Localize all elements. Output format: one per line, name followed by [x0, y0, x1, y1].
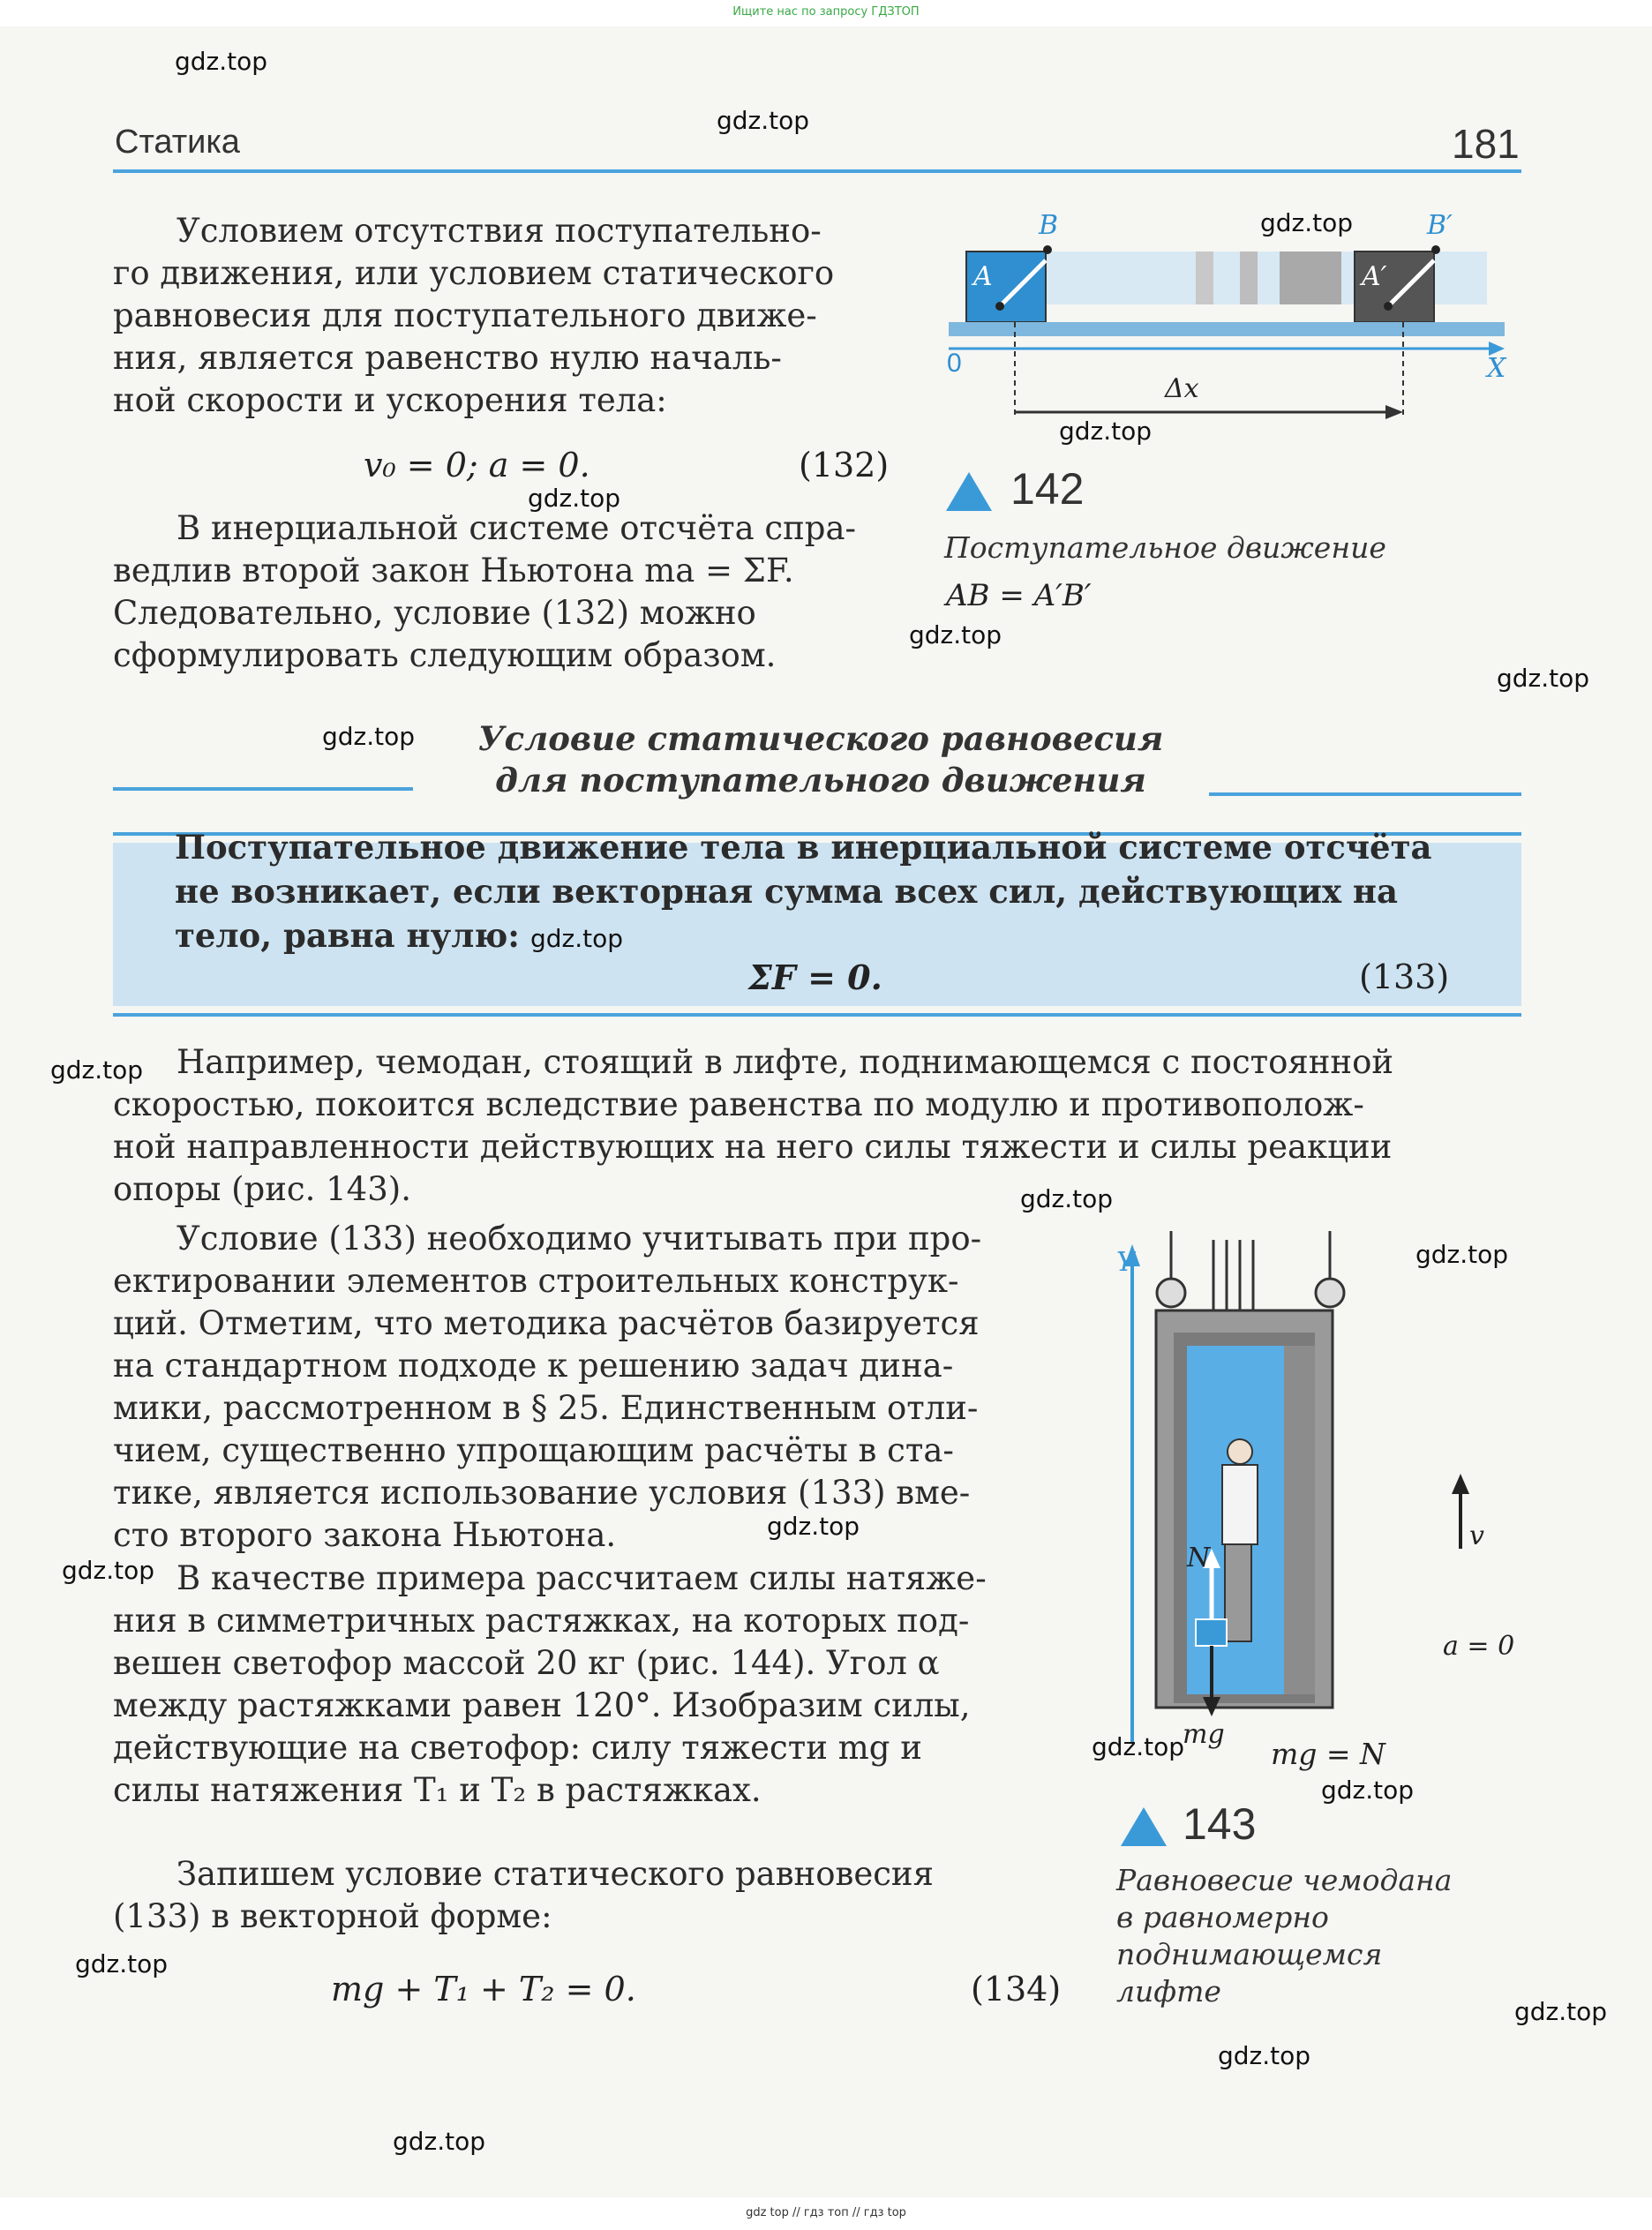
rule-text: [175, 825, 1507, 957]
paragraph-line: ния в симметричных растяжках, на которых под-: [113, 1602, 970, 1640]
vector-v-arrowhead: [1452, 1474, 1469, 1494]
intro-line: ния, является равенство нулю началь-: [113, 339, 782, 377]
rule-title-line2: для поступательного движения: [495, 761, 1146, 800]
watermark: gdz.top: [50, 1055, 144, 1085]
caption-line: поднимающемся: [1116, 1937, 1383, 1971]
intro-line: ной скорости и ускорения тела:: [113, 381, 667, 419]
watermark: gdz.top: [530, 924, 624, 953]
header-rule: [113, 169, 1521, 173]
label-a-prime: A′: [1362, 261, 1387, 292]
watermark: gdz.top: [175, 47, 268, 76]
watermark: gdz.top: [75, 1949, 169, 1978]
watermark: gdz.top: [1059, 417, 1153, 446]
label-dx: Δx: [1165, 373, 1199, 404]
paragraph-line: сто второго закона Ньютона.: [113, 1516, 617, 1554]
figure-142-caption: Поступательное движение: [944, 530, 1386, 565]
label-y-axis: Y: [1116, 1247, 1134, 1278]
bottom-banner: gdz top // гдз топ // гдз top: [746, 2206, 906, 2219]
traffic-light-paragraph: [113, 1558, 1075, 1812]
rule-left-line: [113, 787, 413, 791]
paragraph-line: мики, рассмотренном в § 25. Единственным отли-: [113, 1389, 979, 1427]
person-legs: [1225, 1544, 1251, 1641]
figure-142-number: 142: [1010, 464, 1085, 514]
pulley-left: [1157, 1279, 1185, 1307]
watermark: gdz.top: [717, 106, 810, 135]
watermark: gdz.top: [62, 1556, 155, 1585]
intro-line: го движения, или условием статического: [113, 254, 835, 292]
intro-paragraph: [113, 210, 898, 422]
label-n: N: [1187, 1543, 1211, 1573]
point-a-prime: [1384, 302, 1393, 311]
formula-132: v₀ = 0; a = 0.: [364, 446, 590, 484]
page-number: 181: [1452, 121, 1520, 167]
paragraph-line: на стандартном подходе к решению задач дина-: [113, 1347, 954, 1385]
watermark: gdz.top: [1092, 1732, 1185, 1761]
motion-ghost: [1280, 252, 1341, 304]
top-banner: Ищите нас по запросу ГДЗТОП: [732, 5, 920, 19]
suitcase-paragraph: [113, 1041, 1521, 1211]
watermark: gdz.top: [1514, 1997, 1608, 2026]
caption-line: в равномерно: [1116, 1900, 1329, 1934]
caption-line: лифте: [1116, 1974, 1221, 2009]
watermark: gdz.top: [1415, 1240, 1509, 1269]
watermark: gdz.top: [1020, 1184, 1114, 1213]
rule-title-line1: Условие статического равновесия: [477, 719, 1164, 758]
formula-134: mg + T₁ + T₂ = 0.: [331, 1970, 636, 2009]
point-b-prime: [1431, 245, 1440, 254]
ground-surface: [949, 322, 1505, 336]
caption-line: Равновесие чемодана: [1116, 1863, 1453, 1897]
paragraph-line: Условие (133) необходимо учитывать при про-: [176, 1220, 982, 1258]
intro-line: Условием отсутствия поступательно-: [176, 212, 822, 250]
paragraph-line: действующие на светофор: силу тяжести mg и: [113, 1729, 922, 1767]
paragraph-line: между растяжками равен 120°. Изобразим силы,: [113, 1686, 971, 1724]
figure-142-formula: AB = A′B′: [946, 578, 1092, 613]
intro-line: равновесия для поступательного движе-: [113, 297, 817, 334]
equation-number-133: (133): [1359, 957, 1450, 996]
figure-142-diagram: [940, 199, 1522, 437]
watermark: gdz.top: [1321, 1776, 1415, 1805]
point-a: [995, 302, 1004, 311]
watermark: gdz.top: [528, 484, 621, 513]
paragraph-line: ведлив второй закон Ньютона ma = ΣF.: [113, 552, 794, 589]
label-a: A: [973, 261, 993, 292]
person-head: [1228, 1439, 1252, 1464]
paragraph-line: В инерциальной системе отсчёта спра-: [176, 509, 857, 547]
label-origin: 0: [947, 349, 962, 378]
equation-number-134: (134): [971, 1970, 1062, 2009]
rule-text-line: тело, равна нулю:: [175, 916, 520, 955]
rule-bottom-border: [113, 1013, 1521, 1017]
label-mg: mg: [1183, 1719, 1225, 1750]
rule-text-line: Поступательное движение тела в инерциальной системе отсчёта: [175, 828, 1432, 867]
label-a-zero: a = 0: [1443, 1631, 1515, 1662]
watermark: gdz.top: [1260, 208, 1354, 237]
motion-ghost: [1240, 252, 1258, 304]
vector-form-paragraph: [113, 1853, 1075, 1938]
dx-arrowhead: [1385, 405, 1403, 419]
watermark: gdz.top: [1497, 664, 1590, 693]
paragraph-line: опоры (рис. 143).: [113, 1170, 411, 1208]
paragraph-line: вешен светофор массой 20 кг (рис. 144). Угол α: [113, 1644, 940, 1682]
paragraph-line: ектировании элементов строительных конструк-: [113, 1262, 959, 1300]
figure-143-diagram: [1108, 1231, 1522, 1752]
elevator-door: [1284, 1346, 1315, 1694]
rule-right-line: [1209, 792, 1521, 796]
newton-paragraph: [113, 507, 898, 677]
paragraph-line: силы натяжения T₁ и T₂ в растяжках.: [113, 1771, 762, 1809]
label-b: B: [1039, 210, 1059, 241]
motion-ghost: [1196, 252, 1213, 304]
formula-133: ΣF = 0.: [748, 957, 882, 997]
construction-paragraph: [113, 1218, 1075, 1557]
label-b-prime: B′: [1427, 210, 1453, 241]
figure-143-mg-equals-n: mg = N: [1271, 1737, 1385, 1771]
person-body: [1222, 1465, 1258, 1544]
paragraph-line: (133) в векторной форме:: [113, 1897, 552, 1935]
suitcase: [1196, 1619, 1227, 1646]
label-v: v: [1469, 1520, 1484, 1551]
watermark: gdz.top: [393, 2127, 486, 2156]
paragraph-line: В качестве примера рассчитаем силы натяже-: [176, 1559, 987, 1597]
paragraph-line: Запишем условие статического равновесия: [176, 1855, 934, 1893]
paragraph-line: чием, существенно упрощающим расчёты в ста-: [113, 1431, 954, 1469]
paragraph-line: скоростью, покоится вследствие равенства по модулю и противополож-: [113, 1085, 1364, 1123]
section-title: Статика: [115, 124, 240, 161]
paragraph-line: Следовательно, условие (132) можно: [113, 594, 756, 632]
figure-143-caption: [1116, 1862, 1522, 2010]
paragraph-line: ций. Отметим, что методика расчётов базируется: [113, 1304, 980, 1342]
pulley-right: [1316, 1279, 1344, 1307]
figure-marker-icon: [946, 472, 992, 511]
figure-143-number: 143: [1183, 1799, 1257, 1849]
paragraph-line: Например, чемодан, стоящий в лифте, поднимающемся с постоянной: [176, 1043, 1394, 1081]
label-x-axis: X: [1487, 353, 1506, 384]
paragraph-line: сформулировать следующим образом.: [113, 636, 777, 674]
watermark: gdz.top: [909, 620, 1002, 649]
watermark: gdz.top: [767, 1512, 860, 1541]
point-b: [1043, 245, 1052, 254]
paragraph-line: тике, является использование условия (133) вме-: [113, 1474, 971, 1512]
paragraph-line: ной направленности действующих на него силы тяжести и силы реакции: [113, 1128, 1393, 1166]
rule-text-line: не возникает, если векторная сумма всех сил, действующих на: [175, 872, 1398, 911]
figure-marker-icon: [1121, 1807, 1167, 1846]
equation-number-132: (132): [799, 446, 890, 484]
watermark: gdz.top: [1218, 2041, 1311, 2070]
watermark: gdz.top: [322, 722, 416, 751]
